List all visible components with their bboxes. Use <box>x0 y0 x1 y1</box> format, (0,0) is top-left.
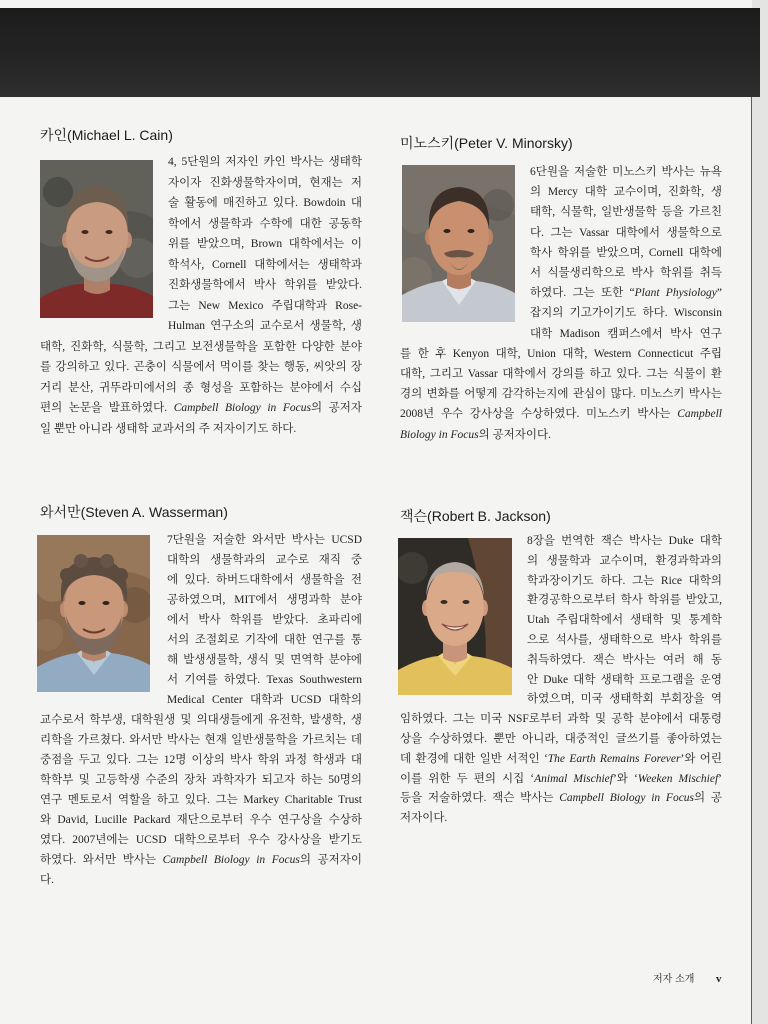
author-bio-text <box>40 530 362 890</box>
bio-text-line <box>400 789 722 809</box>
bio-text-line: Hulman 연구소의 교수로서 생물학, 생 <box>168 320 362 332</box>
bio-text-line: 대학 Madison 캠퍼스에서 박사 연구 <box>530 327 722 340</box>
bio-text-line: 취득하였다. 잭슨 박사는 여러 해 동 <box>527 653 722 666</box>
bio-text-line: 태학, 진화학, 식물학, 그리고 보전생물학을 포함한 다양한 분야 <box>40 340 362 353</box>
bio-text-segment: 2008년 우수 강사상을 수상하였다. 미노스키 박사는 <box>400 408 678 421</box>
bio-text-line: 대학, 그리고 Vassar 대학에서 강의를 하고 있다. 그는 식물이 환 <box>400 368 722 381</box>
author-name-heading: 카인(Michael L. Cain) <box>40 127 173 143</box>
author-bio-text <box>400 162 722 445</box>
page-edge-strip <box>752 0 768 1024</box>
bio-text-line <box>530 283 722 303</box>
bio-text-segment: ’와 어린 <box>680 752 723 765</box>
footer-section-title: 저자 소개 <box>653 974 695 985</box>
bio-text-line: 진화생물학에서 박사 학위를 받았다. <box>168 279 362 291</box>
bio-text-segment: 의 공저자이다. <box>478 428 551 441</box>
bio-text-segment: 편의 논문을 발표하였다. <box>40 402 174 414</box>
bio-text-line: 8장을 번역한 잭슨 박사는 Duke 대학 <box>527 535 722 547</box>
bio-text-line: 4, 5단원의 저자인 카인 박사는 생태학 <box>168 156 362 168</box>
italic-title: Weeken Mischief <box>637 772 719 785</box>
italic-title: Campbell Biology in Focus <box>162 854 300 866</box>
bio-text-line: 대학의 생물학과의 교수로 재직 중 <box>167 554 362 566</box>
bio-text-line: 학과장이기도 하다. 그는 Rice 대학의 <box>527 574 722 587</box>
bio-text-line: 를 강의하고 있다. 곤충이 식물에서 먹이를 찾는 행동, 씨앗의 장 <box>40 361 362 373</box>
bio-text-line <box>400 770 722 790</box>
bio-text-line: 연구 멘토로서 역할을 하고 있다. 그는 Markey Charitable Trust <box>40 794 362 806</box>
bio-text-segment: 의 공 <box>694 792 723 805</box>
italic-title: Biology in Focus <box>400 428 479 441</box>
bio-text-line <box>400 404 722 424</box>
author-bio-text <box>40 152 362 439</box>
bio-text-line: 태학, 식물학, 일반생물학 등을 가르친 <box>530 206 722 219</box>
bio-text-line: 안 Duke 대학 생태학 프로그램을 운영 <box>527 673 722 686</box>
bio-text-line: 경의 변화를 어떻게 감각하는지에 관심이 많다. 미노스키 박사는 <box>400 388 722 401</box>
bio-text-line: 그는 New Mexico 주립대학과 Rose- <box>168 299 362 312</box>
bio-text-segment: ” <box>716 287 722 300</box>
bio-text-segment: 의 공저자이 <box>299 854 362 866</box>
author-name-heading: 와서만(Steven A. Wasserman) <box>40 504 228 520</box>
bio-text-line: 서 기여를 하였다. Texas Southwestern <box>167 674 362 686</box>
bio-text-line: 서의 조절회로 기작에 대한 연구를 통 <box>167 634 362 646</box>
bio-text-line: 7단원을 저술한 와서만 박사는 UCSD <box>167 534 362 546</box>
bio-text-segment: 데 환경에 대한 일반 서적인 ‘ <box>400 752 548 765</box>
bio-text-segment: 이를 위한 두 편의 시집 ‘ <box>400 772 535 785</box>
bio-text-line: 학석사, Cornell 대학에서는 생태학과 <box>168 258 362 271</box>
bio-text-line: 의 생물학과 교수이며, 환경과학과의 <box>527 554 722 567</box>
bio-text-line: 환경공학으로부터 학사 학위를 받았고, <box>527 594 722 607</box>
bio-text-segment: 하였다. 와서만 박사는 <box>40 854 163 866</box>
bio-text-line: 학학부 및 고등학생 수준의 장차 과학자가 되고자 하는 50명의 <box>40 774 362 786</box>
bio-text-line: 를 한 후 Kenyon 대학, Union 대학, Western Connecticut 주립 <box>400 347 722 360</box>
bio-text-line: 으로 석사를, 생태학으로 박사 학위를 <box>527 633 722 646</box>
bio-text-line: 자이자 진화생물학자이며, 현재는 저 <box>168 176 362 189</box>
italic-title: Campbell Biology in Focus <box>173 402 311 414</box>
bio-text-line: 에 있다. 하버드대학에서 생물학을 전 <box>167 574 362 586</box>
bio-text-line: 와 David, Lucille Packard 재단으로부터 우수 연구상을 수상하 <box>40 814 362 826</box>
italic-title: Campbell Biology in Focus <box>559 792 695 805</box>
bio-text-line: Medical Center 대학과 UCSD 대학의 <box>167 694 362 706</box>
bio-text-segment: 등을 저술하였다. 잭슨 박사는 <box>400 792 560 805</box>
bio-text-line: 저자이다. <box>400 812 448 825</box>
bio-text-line <box>400 750 722 770</box>
bio-text-line: 다. 그는 Vassar 대학에서 생물학으로 <box>530 226 722 239</box>
bio-text-segment: ’와 ‘ <box>612 772 638 785</box>
bio-text-line: 해 발생생물학, 생식 및 면역학 분야에 <box>167 654 362 666</box>
footer-page-number: v <box>716 973 722 985</box>
bio-text-line: 하였으며, 미국 생태학회 부회장을 역 <box>527 693 722 706</box>
bio-text-line: 다. <box>40 874 54 886</box>
bio-text-line: 공하였으며, MIT에서 생명과학 분야 <box>167 594 362 606</box>
header-band <box>0 8 760 97</box>
bio-text-line: 임하였다. 그는 미국 NSF로부터 과학 및 공학 분야에서 대통령 <box>400 713 722 726</box>
italic-title: Campbell <box>677 408 722 421</box>
italic-title: Plant Physiology <box>634 287 717 300</box>
bio-text-line <box>40 850 362 870</box>
bio-text-line: 에서 박사 학위를 받았다. 초파리에 <box>167 614 362 626</box>
bio-text-line: 리학을 가르쳤다. 와서만 박사는 현재 일반생물학을 가르치는 데 <box>40 734 362 746</box>
bio-text-line: 상을 수상하였다. 뿐만 아니라, 대중적인 글쓰기를 좋아하였는 <box>400 732 722 745</box>
bio-text-line: 위를 받았으며, Brown 대학에서는 이 <box>168 238 362 250</box>
bio-text-line: 학사 학위를 받았으며, Cornell 대학에 <box>530 246 722 259</box>
bio-text-line: 학에서 생물학과 수학에 대한 공동학 <box>168 217 362 230</box>
bio-text-line: 의 Mercy 대학 교수이며, 진화학, 생 <box>530 186 722 199</box>
author-name-heading: 잭슨(Robert B. Jackson) <box>400 508 551 524</box>
author-bio-text <box>400 532 722 829</box>
bio-text-line: 6단원을 저술한 미노스키 박사는 뉴욕 <box>530 166 722 178</box>
bio-text-line: 술 활동에 매진하고 있다. Bowdoin 대 <box>168 197 362 209</box>
bio-text-line: 교수로서 학부생, 대학원생 및 의대생들에게 유전학, 발생학, 생 <box>40 714 362 726</box>
bio-text-segment: 의 공저자 <box>310 402 362 414</box>
bio-text-line: 잡지의 기고가이기도 하다. Wisconsin <box>530 307 722 320</box>
page-edge-line <box>751 97 752 1024</box>
bio-text-line: 중점을 두고 있다. 그는 12명 이상의 박사 학위 과정 학생과 대 <box>40 754 362 766</box>
italic-title: The Earth Remains Forever <box>547 752 681 765</box>
bio-text-line: 일 뿐만 아니라 생태학 교과서의 주 저자이기도 하다. <box>40 422 297 435</box>
bio-text-line: Utah 주립대학에서 생태학 및 통계학 <box>527 614 722 627</box>
bio-text-segment: 하였다. 그는 또한 “ <box>530 287 635 300</box>
bio-text-line: 거리 분산, 귀뚜라미에서의 종 형성을 포함하는 분야에서 수십 <box>40 381 362 394</box>
bio-text-line <box>40 398 362 419</box>
author-name-heading: 미노스키(Peter V. Minorsky) <box>400 135 573 151</box>
bio-text-line: 서 식물생리학으로 박사 학위를 취득 <box>530 267 722 280</box>
italic-title: Animal Mischief <box>534 772 613 785</box>
bio-text-line: 였다. 2007년에는 UCSD 대학으로부터 우수 강사상을 받기도 <box>40 834 362 846</box>
bio-text-line <box>400 425 722 445</box>
bio-text-segment: ’ <box>718 772 722 785</box>
